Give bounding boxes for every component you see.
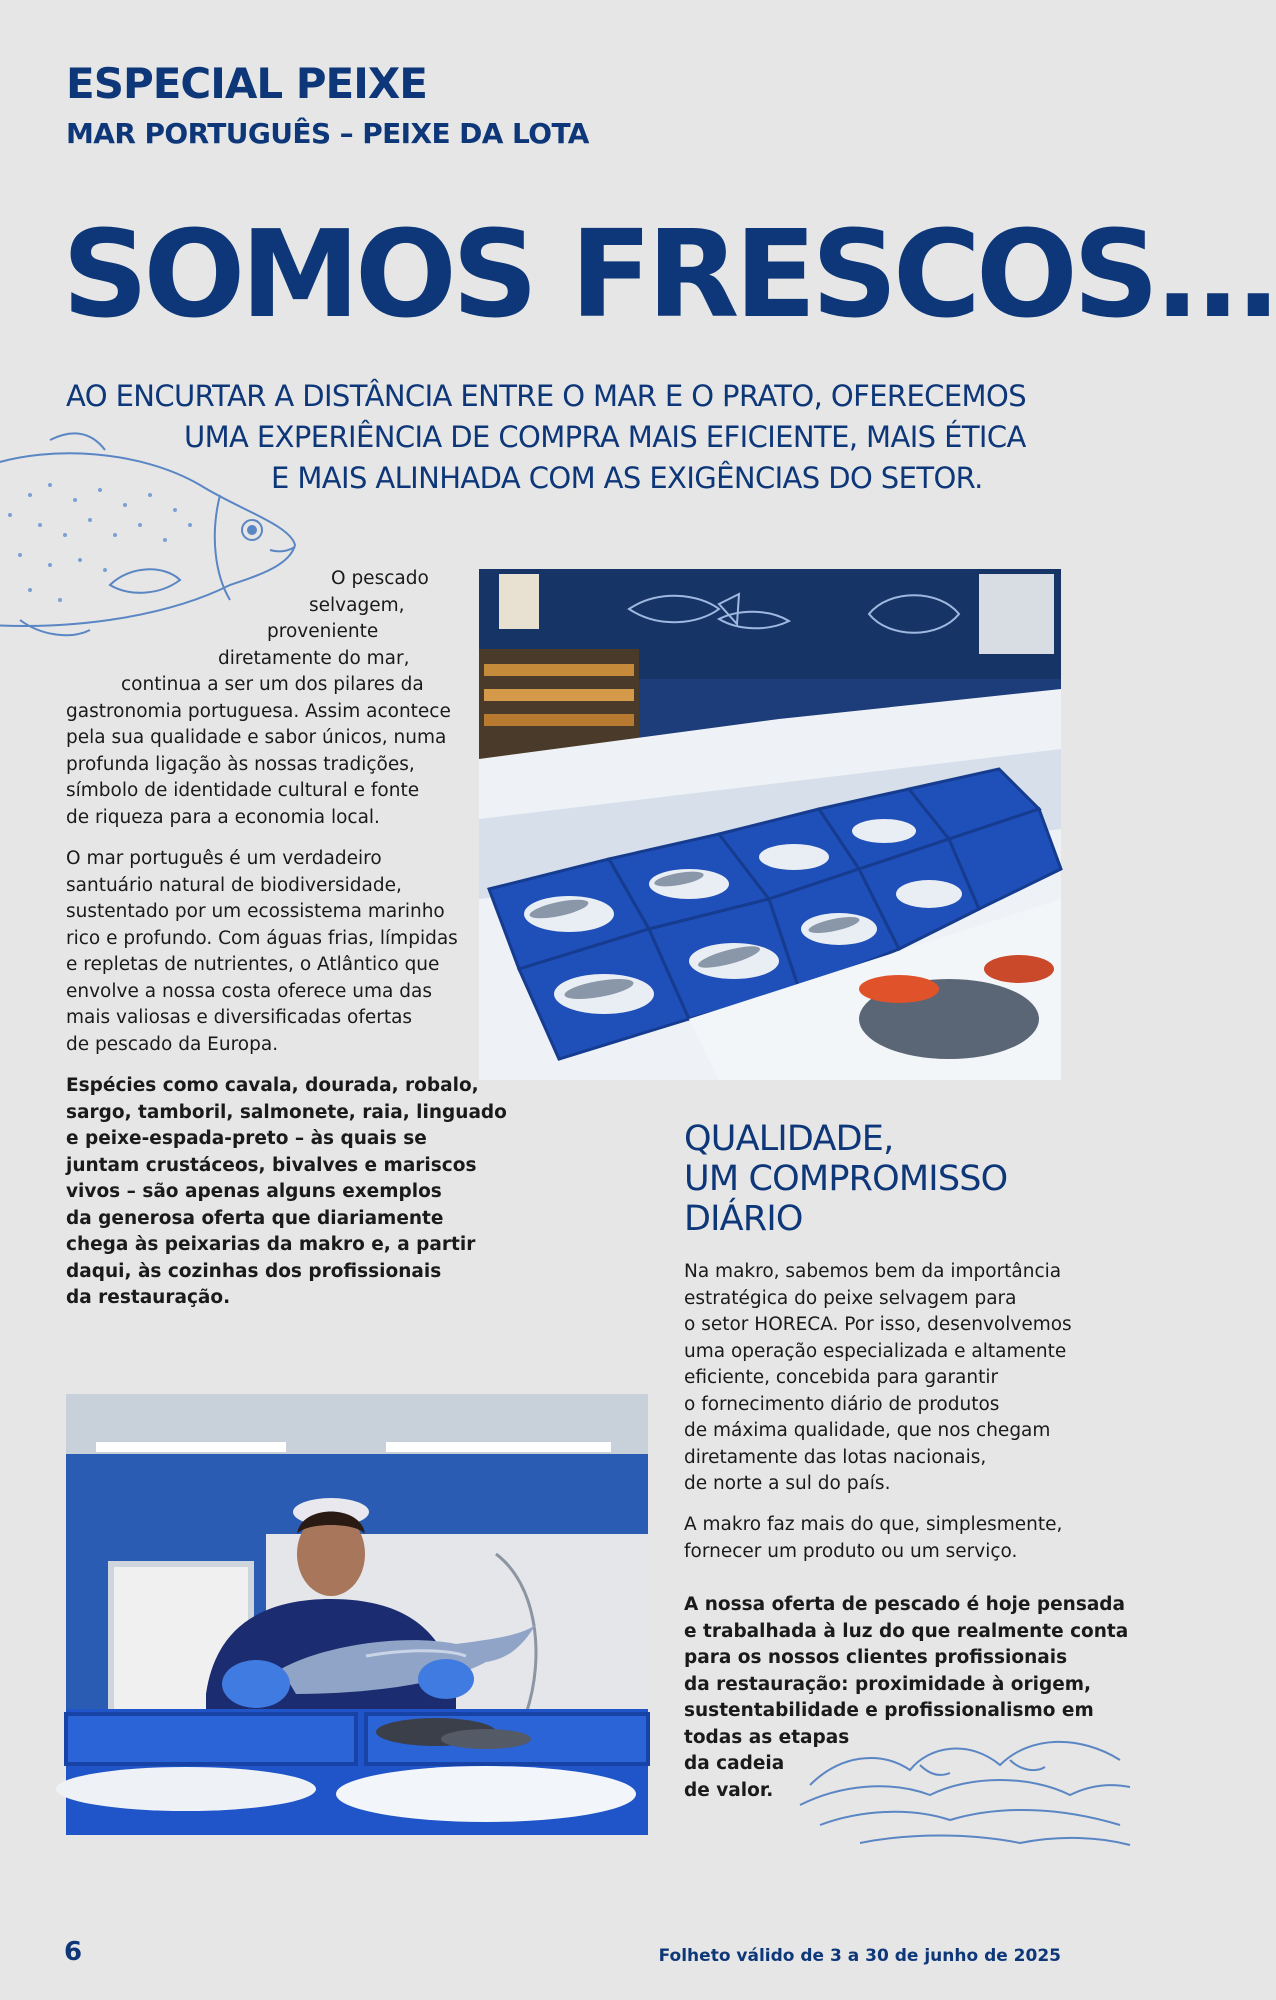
text-line: O pescado [331, 568, 429, 589]
text-line: vivos – são apenas alguns exemplos [66, 1181, 442, 1202]
fishmonger-photo [66, 1394, 648, 1835]
text-line: Espécies como cavala, dourada, robalo, [66, 1075, 479, 1096]
text-line: eficiente, concebida para garantir [684, 1367, 999, 1388]
text-line: santuário natural de biodiversidade, [66, 874, 402, 896]
text-line: da generosa oferta que diariamente [66, 1207, 444, 1229]
validity-footer: Folheto válido de 3 a 30 de junho de 2025 [658, 1946, 1061, 1966]
page-number: 6 [64, 1937, 83, 1967]
text-line: A makro faz mais do que, simplesmente, [684, 1514, 1063, 1535]
text-line: sargo, tamboril, salmonete, raia, linguado [66, 1101, 507, 1123]
text-line: sustentabilidade e profissionalismo em [684, 1700, 1094, 1721]
intro-paragraph [66, 566, 451, 831]
text-line: selvagem, [309, 594, 405, 616]
text-line: profunda ligação às nossas tradições, [66, 753, 415, 775]
text-line: envolve a nossa costa oferece uma das [66, 980, 432, 1002]
fish-market-photo [479, 569, 1061, 1080]
text-line: e trabalhada à luz do que realmente conta [684, 1620, 1129, 1642]
text-line: uma operação especializada e altamente [684, 1340, 1067, 1362]
text-line: juntam crustáceos, bivalves e mariscos [66, 1154, 477, 1176]
text-line: de norte a sul do país. [684, 1473, 891, 1494]
text-line: chega às peixarias da makro e, a partir [66, 1234, 476, 1255]
text-line: da cadeia [684, 1753, 785, 1774]
text-line: proveniente [267, 621, 379, 642]
text-line: para os nossos clientes profissionais [684, 1647, 1068, 1668]
quality-paragraph-2 [684, 1512, 1074, 1565]
text-line: O mar português é um verdadeiro [66, 848, 382, 869]
text-line: símbolo de identidade cultural e fonte [66, 780, 420, 801]
species-paragraph [66, 1073, 507, 1312]
text-line: fornecer um produto ou um serviço. [684, 1540, 1018, 1562]
text-line: continua a ser um dos pilares da [121, 674, 424, 695]
text-line: pela sua qualidade e sabor únicos, numa [66, 727, 447, 748]
heading-line: UM COMPROMISSO [684, 1159, 1008, 1199]
text-line: de pescado da Europa. [66, 1033, 279, 1055]
text-line: rico e profundo. Com águas frias, límpidas [66, 927, 458, 949]
text-line: de máxima qualidade, que nos chegam [684, 1420, 1051, 1441]
text-line: sustentado por um ecossistema marinho [66, 901, 445, 922]
text-line: todas as etapas [684, 1726, 850, 1748]
waves-illustration-icon [800, 1715, 1130, 1865]
quality-paragraph-1 [684, 1259, 1074, 1498]
quality-heading [684, 1119, 1007, 1239]
section-subtitle: MAR PORTUGUÊS – PEIXE DA LOTA [66, 117, 589, 150]
text-line: mais valiosas e diversificadas ofertas [66, 1007, 413, 1028]
section-title: ESPECIAL PEIXE [66, 59, 427, 108]
text-line: da restauração: proximidade à origem, [684, 1673, 1092, 1695]
lead-line: E MAIS ALINHADA COM AS EXIGÊNCIAS DO SETOR. [271, 461, 983, 495]
text-line: diretamente do mar, [218, 647, 410, 669]
biodiversity-paragraph [66, 846, 458, 1058]
text-line: gastronomia portuguesa. Assim acontece [66, 700, 451, 722]
text-line: estratégica do peixe selvagem para [684, 1287, 1017, 1309]
lead-line: AO ENCURTAR A DISTÂNCIA ENTRE O MAR E O PRATO, OFERECEMOS [66, 379, 1027, 413]
text-line: e repletas de nutrientes, o Atlântico que [66, 954, 440, 975]
text-line: diretamente das lotas nacionais, [684, 1446, 987, 1468]
page-headline: SOMOS FRESCOS... [62, 206, 1276, 345]
heading-line: QUALIDADE, [684, 1119, 894, 1159]
text-line: de valor. [684, 1779, 774, 1801]
text-line: de riqueza para a economia local. [66, 806, 380, 828]
text-line: da restauração. [66, 1287, 231, 1308]
text-line: o setor HORECA. Por isso, desenvolvemos [684, 1314, 1072, 1335]
text-line: e peixe-espada-preto – às quais se [66, 1128, 427, 1149]
heading-line: DIÁRIO [684, 1199, 803, 1239]
text-line: o fornecimento diário de produtos [684, 1393, 1000, 1415]
text-line: A nossa oferta de pescado é hoje pensada [684, 1594, 1126, 1615]
lead-line: UMA EXPERIÊNCIA DE COMPRA MAIS EFICIENTE, MAIS ÉTICA [184, 420, 1026, 454]
text-line: Na makro, sabemos bem da importância [684, 1261, 1062, 1282]
text-line: daqui, às cozinhas dos profissionais [66, 1260, 442, 1282]
